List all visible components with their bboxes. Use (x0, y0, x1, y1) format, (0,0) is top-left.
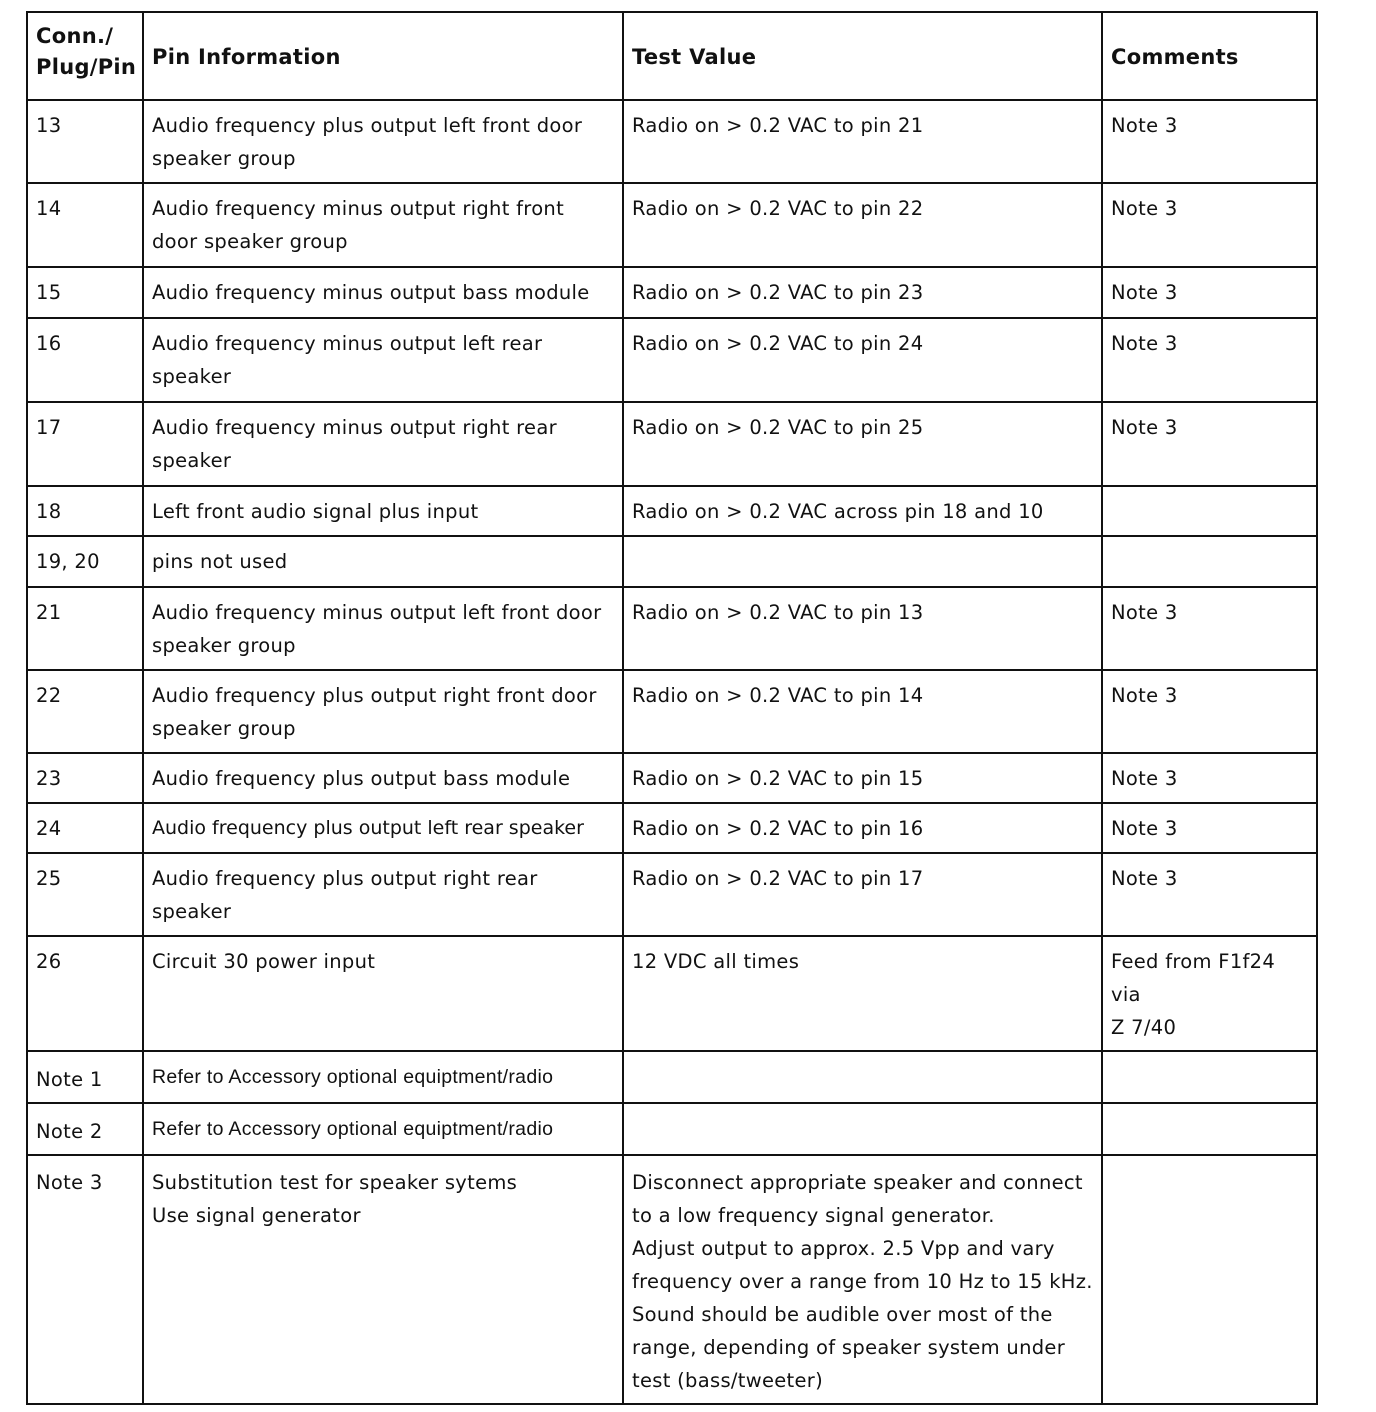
comment-cell: Feed from F1f24 via Z 7/40 (1102, 936, 1317, 1051)
comment-cell: Note 3 (1102, 267, 1317, 318)
test-value-cell: Radio on > 0.2 VAC to pin 17 (623, 853, 1102, 936)
header-conn-plug-pin: Conn./ Plug/Pin (27, 12, 143, 100)
note-label: Note 3 (27, 1155, 143, 1404)
comment-cell: Note 3 (1102, 318, 1317, 402)
pin-info-cell: Audio frequency plus output bass module (143, 753, 623, 803)
table-row (27, 267, 1317, 318)
pin-info-cell: pins not used (143, 536, 623, 587)
table-row (27, 936, 1317, 1051)
pin-info-cell: Audio frequency minus output bass module (143, 267, 623, 318)
test-value-cell: Radio on > 0.2 VAC to pin 21 (623, 100, 1102, 183)
comment-cell (1102, 536, 1317, 587)
table-row (27, 536, 1317, 587)
header-test-value: Test Value (623, 12, 1102, 100)
pin-info-cell: Audio frequency minus output left front door speaker group (143, 587, 623, 670)
test-value-cell: Radio on > 0.2 VAC to pin 15 (623, 753, 1102, 803)
empty-cell (623, 1051, 1102, 1103)
test-value-cell: Radio on > 0.2 VAC to pin 25 (623, 402, 1102, 486)
pin-info-cell: Audio frequency minus output right rear speaker (143, 402, 623, 486)
table-row (27, 183, 1317, 267)
pin-cell: 19, 20 (27, 536, 143, 587)
table-row (27, 318, 1317, 402)
pin-information-table (26, 11, 1318, 1405)
note-instructions: Disconnect appropriate speaker and connect to a low frequency signal generator. Adjust output to approx. 2.5 Vpp and vary frequency over a range from 10 Hz to 15 kHz. Sound should be audible over most of the range, depending of speaker system under test (bass/tweeter) (623, 1155, 1102, 1404)
comment-cell: Note 3 (1102, 803, 1317, 853)
pin-info-cell: Audio frequency plus output left rear speaker (143, 803, 623, 853)
note-text: Refer to Accessory optional equiptment/radio (143, 1051, 623, 1103)
note-text: Substitution test for speaker sytems Use signal generator (143, 1155, 623, 1404)
pin-cell: 18 (27, 486, 143, 536)
test-value-cell: Radio on > 0.2 VAC across pin 18 and 10 (623, 486, 1102, 536)
test-value-cell: Radio on > 0.2 VAC to pin 16 (623, 803, 1102, 853)
header-pin-information: Pin Information (143, 12, 623, 100)
empty-cell (1102, 1103, 1317, 1155)
table-row (27, 402, 1317, 486)
test-value-cell: Radio on > 0.2 VAC to pin 22 (623, 183, 1102, 267)
pin-cell: 14 (27, 183, 143, 267)
test-value-cell: Radio on > 0.2 VAC to pin 23 (623, 267, 1102, 318)
comment-cell: Note 3 (1102, 670, 1317, 753)
pin-cell: 21 (27, 587, 143, 670)
pin-cell: 24 (27, 803, 143, 853)
table-row (27, 803, 1317, 853)
comment-cell: Note 3 (1102, 183, 1317, 267)
comment-cell: Note 3 (1102, 402, 1317, 486)
table-row (27, 753, 1317, 803)
test-value-cell: 12 VDC all times (623, 936, 1102, 1051)
test-value-cell (623, 536, 1102, 587)
pin-info-cell: Audio frequency minus output right front door speaker group (143, 183, 623, 267)
test-value-cell: Radio on > 0.2 VAC to pin 13 (623, 587, 1102, 670)
comment-cell (1102, 486, 1317, 536)
comment-cell: Note 3 (1102, 100, 1317, 183)
table-row (27, 100, 1317, 183)
note-label: Note 2 (27, 1103, 143, 1155)
header-comments: Comments (1102, 12, 1317, 100)
test-value-cell: Radio on > 0.2 VAC to pin 14 (623, 670, 1102, 753)
pin-info-cell: Audio frequency plus output left front door speaker group (143, 100, 623, 183)
empty-cell (623, 1103, 1102, 1155)
empty-cell (1102, 1155, 1317, 1404)
pin-cell: 22 (27, 670, 143, 753)
pin-info-cell: Audio frequency plus output right rear speaker (143, 853, 623, 936)
comment-cell: Note 3 (1102, 753, 1317, 803)
table-row (27, 486, 1317, 536)
note-text: Refer to Accessory optional equiptment/radio (143, 1103, 623, 1155)
note-label: Note 1 (27, 1051, 143, 1103)
pin-cell: 15 (27, 267, 143, 318)
note-row (27, 1103, 1317, 1155)
comment-cell: Note 3 (1102, 853, 1317, 936)
pin-cell: 13 (27, 100, 143, 183)
pin-info-cell: Audio frequency minus output left rear speaker (143, 318, 623, 402)
table-row (27, 853, 1317, 936)
table-row (27, 670, 1317, 753)
empty-cell (1102, 1051, 1317, 1103)
pin-info-cell: Left front audio signal plus input (143, 486, 623, 536)
pin-cell: 23 (27, 753, 143, 803)
table-row (27, 587, 1317, 670)
pin-cell: 16 (27, 318, 143, 402)
pin-info-cell: Audio frequency plus output right front door speaker group (143, 670, 623, 753)
note-row (27, 1051, 1317, 1103)
pin-info-cell: Circuit 30 power input (143, 936, 623, 1051)
comment-cell: Note 3 (1102, 587, 1317, 670)
note-row (27, 1155, 1317, 1404)
header-row (27, 12, 1317, 100)
pin-cell: 26 (27, 936, 143, 1051)
test-value-cell: Radio on > 0.2 VAC to pin 24 (623, 318, 1102, 402)
pin-cell: 17 (27, 402, 143, 486)
pin-cell: 25 (27, 853, 143, 936)
